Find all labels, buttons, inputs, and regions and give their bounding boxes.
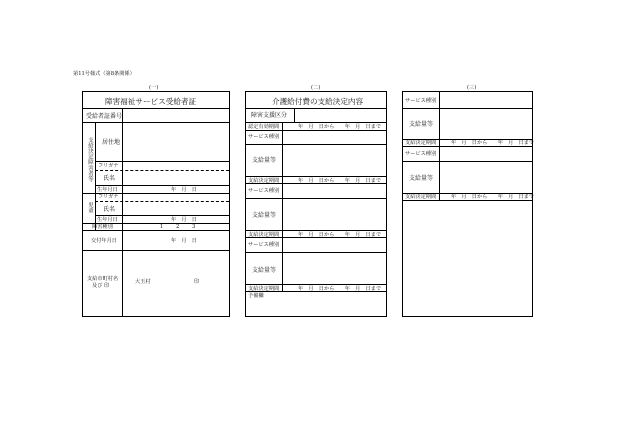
p3-service-type-label-1: サービス種別 [405,98,437,104]
support-class-label: 障害支援区分 [251,112,288,119]
p3-service-type-label-2: サービス種別 [405,151,437,157]
disability-type-label: 障害種別 [92,224,113,230]
child-birthdate-label: 生年月日 [97,217,118,223]
p3-amount-label-2: 支給量等 [409,175,434,182]
period-label-2: 支給決定期間 [248,232,280,238]
p3-amount-label-1: 支給量等 [409,121,434,128]
address-label: 居住地 [102,139,121,146]
period-value-2: 年 月 日から 年 月 日まで [298,232,382,238]
recipient-number-label: 受給者証番号 [86,113,123,120]
period-label-3: 支給決定期間 [248,286,280,292]
child-section-label: 児童 [87,202,93,214]
child-name-label: 氏名 [103,206,116,213]
form-number-label: 第11号様式（第8条関係） [73,71,135,77]
amount-label-3: 支給量等 [252,267,277,274]
municipality-name: 大玉村 [135,279,151,285]
p3-period-value-2: 年 月 日から 年 月 日まで [451,194,535,200]
disability-type-1: 1 [160,224,164,230]
municipality-label-line2: 及び 印 [92,283,110,289]
p3-period-label-1: 支給決定期間 [405,140,437,146]
birthdate-value: 年 月 日 [171,187,197,193]
furigana-label: フリガナ [98,163,119,169]
remarks-label: 予備欄 [248,293,264,299]
child-birthdate-value: 年 月 日 [171,217,197,223]
service-type-label-3: サービス種別 [248,242,280,248]
municipality-label-line1: 支給市町村名 [87,276,119,282]
issue-date-label: 交付年月日 [91,238,117,244]
certificate-title: 障害福祉サービス受給者証 [105,97,197,106]
benefit-decision-panel [245,91,387,317]
benefit-decision-title: 介護給付費の支給決定内容 [272,97,364,106]
recipient-section-label: 支給決定障害者等 [87,137,93,182]
disability-type-2: 2 [176,224,180,230]
period-value-1: 年 月 日から 年 月 日まで [298,178,382,184]
disability-type-3: 3 [192,224,196,230]
p3-period-label-2: 支給決定期間 [405,194,437,200]
child-furigana-label: フリガナ [98,194,119,200]
period-value-3: 年 月 日から 年 月 日まで [298,286,382,292]
amount-label-1: 支給量等 [252,157,277,164]
panel-label-1: (一) [149,85,159,91]
cert-period-label: 認定有効期間 [248,124,280,130]
service-type-label-1: サービス種別 [248,134,280,140]
panel-label-2: (二) [311,85,321,91]
panel-label-3: (三) [467,85,477,91]
period-label-1: 支給決定期間 [248,178,280,184]
p3-period-value-1: 年 月 日から 年 月 日まで [451,140,535,146]
benefit-decision-continued-panel [402,91,533,317]
amount-label-2: 支給量等 [252,212,277,219]
cert-period-value: 年 月 日から 年 月 日まで [298,124,382,130]
issue-date-value: 年 月 日 [171,238,197,244]
birthdate-label: 生年月日 [97,187,118,193]
name-label: 氏名 [103,175,116,182]
service-type-label-2: サービス種別 [248,188,280,194]
recipient-certificate-panel [82,91,230,317]
seal-label: 印 [194,279,200,285]
